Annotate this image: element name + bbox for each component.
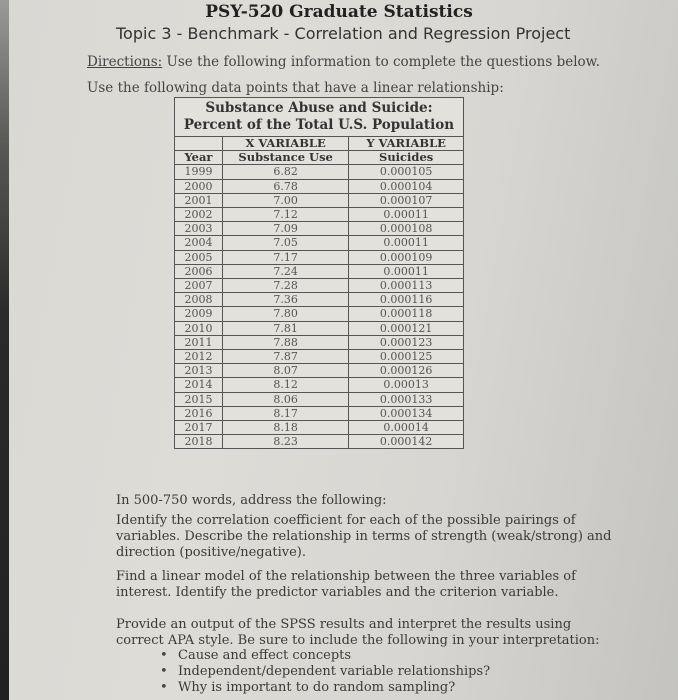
table-row (175, 364, 464, 378)
cell-year: 2001 (175, 193, 223, 207)
cell-y: 0.000104 (349, 179, 464, 193)
cell-year: 2012 (175, 350, 223, 364)
cell-x: 6.82 (222, 165, 348, 179)
table-row (175, 321, 464, 335)
cell-year: 2015 (175, 392, 223, 406)
cell-year: 2006 (175, 264, 223, 278)
directions-text: Use the following information to complete the questions below. (162, 54, 600, 70)
table-row (175, 236, 464, 250)
cell-year: 2011 (175, 335, 223, 349)
table-caption: Substance Abuse and Suicide: Percent of the Total U.S. Population (175, 98, 464, 137)
cell-x: 7.28 (222, 279, 348, 293)
cell-x: 7.05 (222, 236, 348, 250)
cell-x: 8.17 (222, 406, 348, 420)
cell-x: 8.07 (222, 364, 348, 378)
table-row (175, 378, 464, 392)
cell-y: 0.000125 (349, 350, 464, 364)
document-subtitle: Topic 3 - Benchmark - Correlation and Regression Project (116, 24, 571, 43)
table-row (175, 222, 464, 236)
document-title: PSY-520 Graduate Statistics (205, 2, 473, 22)
cell-year: 2014 (175, 378, 223, 392)
cell-x: 7.88 (222, 335, 348, 349)
cell-x: 7.36 (222, 293, 348, 307)
cell-y: 0.00011 (349, 236, 464, 250)
cell-year: 2005 (175, 250, 223, 264)
table-row (175, 165, 464, 179)
cell-year: 2007 (175, 279, 223, 293)
cell-year: 2018 (175, 435, 223, 449)
header-substance-use: Substance Use (222, 151, 348, 165)
cell-y: 0.000121 (349, 321, 464, 335)
table-row (175, 250, 464, 264)
header-suicides: Suicides (349, 151, 464, 165)
cell-y: 0.00014 (349, 421, 464, 435)
prompt-linear-model: Find a linear model of the relationship between the three variables of interest. Identify the predictor variables and the criterion variable. (116, 569, 576, 600)
bullet-item: • Cause and effect concepts (160, 648, 490, 664)
directions (87, 54, 600, 70)
table-row (175, 293, 464, 307)
cell-year: 2010 (175, 321, 223, 335)
cell-year: 2016 (175, 406, 223, 420)
prompt-spss-output: Provide an output of the SPSS results and interpret the results using correct APA style. Be sure to include the following in your interpretation: (116, 617, 600, 648)
data-table (174, 97, 464, 449)
table-row (175, 179, 464, 193)
cell-x: 7.81 (222, 321, 348, 335)
cell-year: 2000 (175, 179, 223, 193)
table-row (175, 421, 464, 435)
bullet-item: • Why is important to do random sampling? (160, 680, 490, 696)
cell-y: 0.000105 (349, 165, 464, 179)
cell-year: 2013 (175, 364, 223, 378)
cell-y: 0.000133 (349, 392, 464, 406)
cell-y: 0.000118 (349, 307, 464, 321)
cell-x: 7.24 (222, 264, 348, 278)
table-row (175, 392, 464, 406)
cell-x: 7.09 (222, 222, 348, 236)
table-row (175, 264, 464, 278)
interpretation-bullet-list (160, 648, 490, 696)
table-row (175, 406, 464, 420)
cell-x: 8.23 (222, 435, 348, 449)
table-row (175, 193, 464, 207)
header-blank (175, 137, 223, 151)
cell-y: 0.000107 (349, 193, 464, 207)
table-row (175, 335, 464, 349)
cell-y: 0.000134 (349, 406, 464, 420)
cell-x: 7.00 (222, 193, 348, 207)
instruction-text: Use the following data points that have a linear relationship: (87, 80, 504, 96)
cell-x: 8.12 (222, 378, 348, 392)
cell-x: 7.17 (222, 250, 348, 264)
cell-y: 0.00013 (349, 378, 464, 392)
cell-x: 8.06 (222, 392, 348, 406)
table-row (175, 307, 464, 321)
cell-year: 2002 (175, 208, 223, 222)
prompt-intro: In 500-750 words, address the following: (116, 493, 387, 508)
table-row (175, 435, 464, 449)
header-year: Year (175, 151, 223, 165)
directions-label: Directions: (87, 54, 163, 70)
header-x-variable: X VARIABLE (222, 137, 348, 151)
table-row (175, 208, 464, 222)
cell-y: 0.000123 (349, 335, 464, 349)
cell-x: 7.12 (222, 208, 348, 222)
bullet-item: • Independent/dependent variable relationships? (160, 664, 490, 680)
cell-y: 0.000142 (349, 435, 464, 449)
table-row (175, 350, 464, 364)
cell-x: 7.80 (222, 307, 348, 321)
cell-year: 2003 (175, 222, 223, 236)
cell-year: 2004 (175, 236, 223, 250)
cell-year: 2009 (175, 307, 223, 321)
cell-year: 1999 (175, 165, 223, 179)
cell-y: 0.000108 (349, 222, 464, 236)
cell-y: 0.00011 (349, 208, 464, 222)
cell-y: 0.000113 (349, 279, 464, 293)
cell-x: 8.18 (222, 421, 348, 435)
cell-y: 0.000116 (349, 293, 464, 307)
cell-x: 7.87 (222, 350, 348, 364)
cell-y: 0.000109 (349, 250, 464, 264)
header-y-variable: Y VARIABLE (349, 137, 464, 151)
prompt-correlation: Identify the correlation coefficient for each of the possible pairings of variables. Describe the relationship in terms of strength (weak/strong) and direction (positive/negative). (116, 513, 612, 560)
cell-year: 2008 (175, 293, 223, 307)
cell-y: 0.00011 (349, 264, 464, 278)
cell-y: 0.000126 (349, 364, 464, 378)
table-row (175, 279, 464, 293)
cell-year: 2017 (175, 421, 223, 435)
cell-x: 6.78 (222, 179, 348, 193)
